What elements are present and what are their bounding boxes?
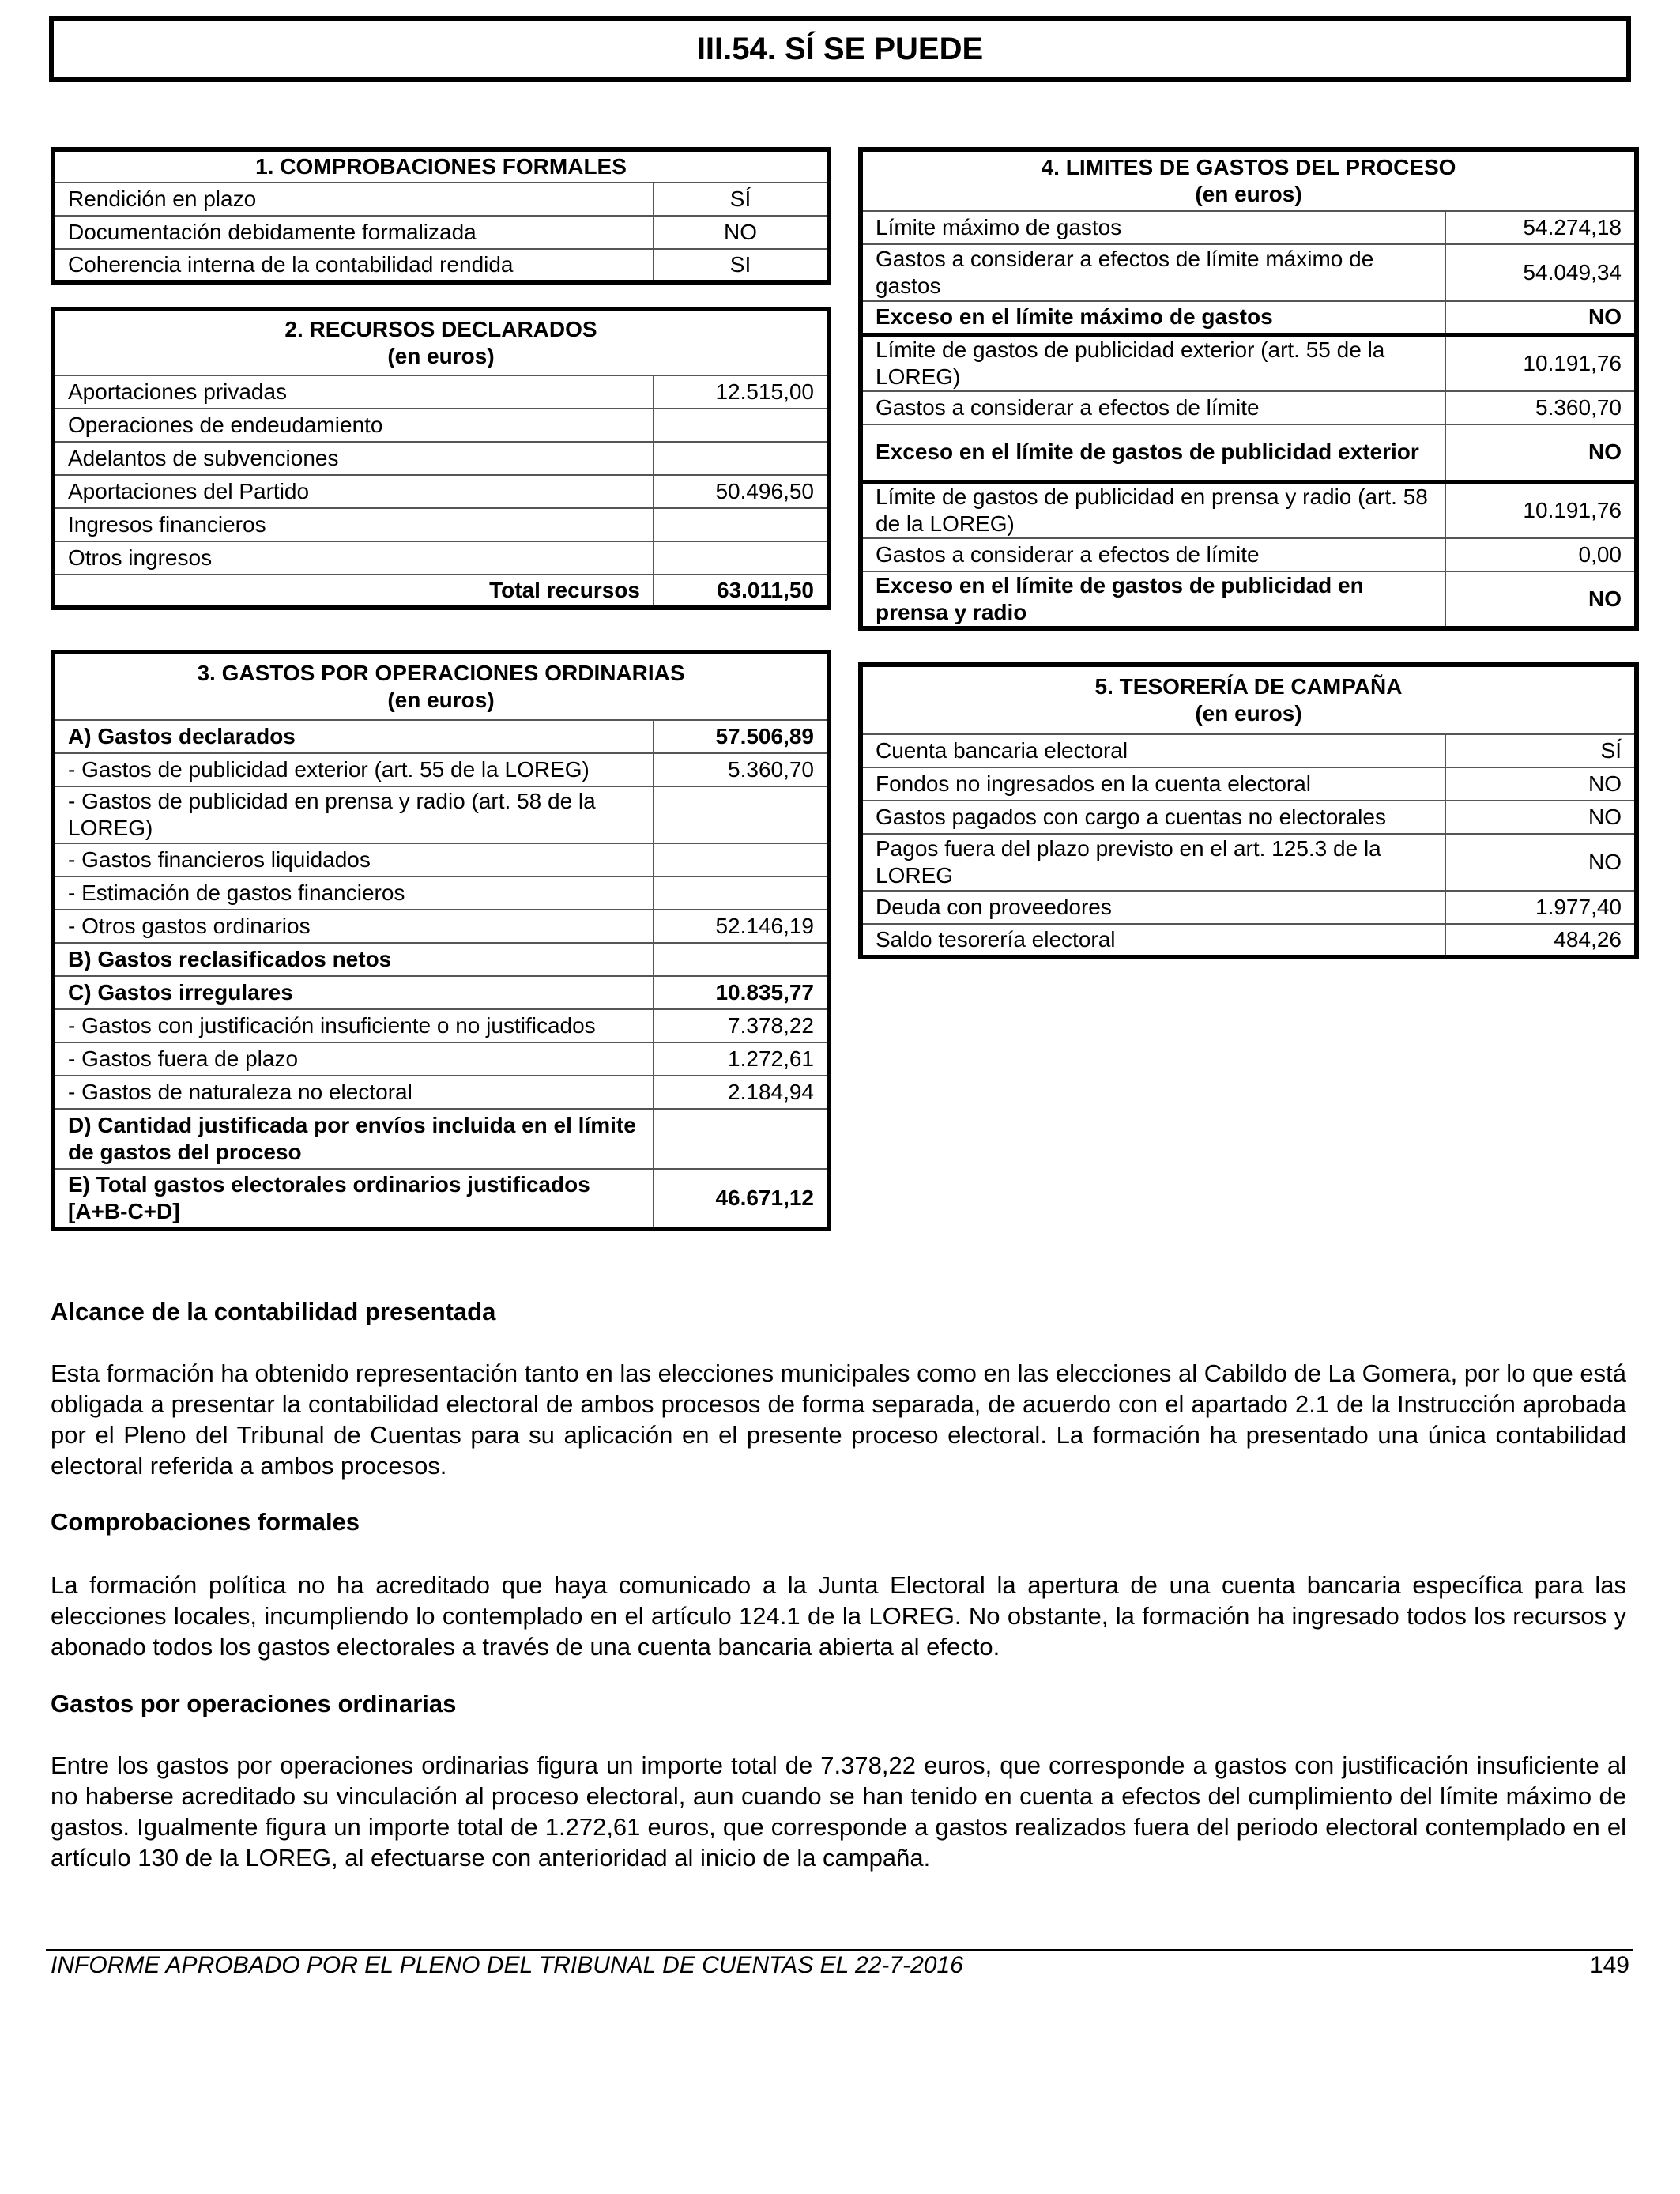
row-label: Documentación debidamente formalizada <box>53 216 654 249</box>
section-title: Comprobaciones formales <box>51 1508 360 1536</box>
row-label: E) Total gastos electorales ordinarios justificados [A+B-C+D] <box>53 1169 654 1229</box>
table-limites-gastos <box>858 147 1639 631</box>
table-subtitle: (en euros) <box>1195 701 1302 726</box>
row-value <box>654 943 829 976</box>
table-recursos-declarados <box>51 307 831 610</box>
row-label: Exceso en el límite máximo de gastos <box>861 301 1445 334</box>
row-label: D) Cantidad justificada por envíos incluida en el límite de gastos del proceso <box>53 1109 654 1169</box>
row-label: Coherencia interna de la contabilidad rendida <box>53 249 654 282</box>
row-label: Gastos a considerar a efectos de límite máximo de gastos <box>861 244 1445 301</box>
row-label: Aportaciones privadas <box>53 375 654 409</box>
table-title: 2. RECURSOS DECLARADOS <box>284 317 597 341</box>
row-value: SÍ <box>1445 734 1637 767</box>
row-value: 10.835,77 <box>654 976 829 1009</box>
row-value: 50.496,50 <box>654 475 829 508</box>
table-header <box>53 309 829 375</box>
row-value: 57.506,89 <box>654 720 829 753</box>
row-value: NO <box>1445 834 1637 891</box>
total-value: 63.011,50 <box>654 575 829 608</box>
row-label: Pagos fuera del plazo previsto en el art. 125.3 de la LOREG <box>861 834 1445 891</box>
row-value: SÍ <box>654 183 829 216</box>
table-subtitle: (en euros) <box>1195 182 1302 206</box>
total-label: Total recursos <box>53 575 654 608</box>
row-label: Otros ingresos <box>53 541 654 575</box>
row-label: A) Gastos declarados <box>53 720 654 753</box>
row-label: Saldo tesorería electoral <box>861 924 1445 957</box>
table-header: 1. COMPROBACIONES FORMALES <box>53 149 829 183</box>
row-label: - Gastos con justificación insuficiente o no justificados <box>53 1009 654 1042</box>
row-label: Gastos pagados con cargo a cuentas no electorales <box>861 801 1445 834</box>
row-value: NO <box>1445 571 1637 628</box>
row-value: NO <box>1445 301 1637 334</box>
row-label: B) Gastos reclasificados netos <box>53 943 654 976</box>
row-label: Gastos a considerar a efectos de límite <box>861 538 1445 571</box>
row-label: Deuda con proveedores <box>861 891 1445 924</box>
row-value: 5.360,70 <box>654 753 829 786</box>
row-value: 52.146,19 <box>654 910 829 943</box>
row-value: 10.191,76 <box>1445 481 1637 538</box>
row-label: Cuenta bancaria electoral <box>861 734 1445 767</box>
row-label: Límite máximo de gastos <box>861 211 1445 244</box>
row-label: - Gastos de publicidad en prensa y radio (art. 58 de la LOREG) <box>53 786 654 843</box>
row-value: NO <box>1445 767 1637 801</box>
row-value: NO <box>1445 424 1637 481</box>
row-label: C) Gastos irregulares <box>53 976 654 1009</box>
section-paragraph: Esta formación ha obtenido representación tanto en las elecciones municipales como en las elecciones al Cabildo de La Gomera, por lo que está obligada a presentar la contabilidad electoral de ambos procesos de forma separada, de acuerdo con el apartado 2.1 de la Instrucción aprobada por el Pleno del Tribunal de Cuentas para su aplicación en el presente proceso electoral. La formación ha presentado una única contabilidad electoral referida a ambos procesos. <box>51 1359 1626 1480</box>
row-value: NO <box>654 216 829 249</box>
table-subtitle: (en euros) <box>387 344 495 368</box>
footer-divider <box>46 1949 1633 1951</box>
table-title: 5. TESORERÍA DE CAMPAÑA <box>1094 674 1403 699</box>
row-value <box>654 1109 829 1169</box>
row-label: - Gastos de naturaleza no electoral <box>53 1076 654 1109</box>
row-label: Adelantos de subvenciones <box>53 442 654 475</box>
table-header <box>53 652 829 720</box>
row-label: Operaciones de endeudamiento <box>53 409 654 442</box>
table-subtitle: (en euros) <box>387 688 495 712</box>
row-value: 54.274,18 <box>1445 211 1637 244</box>
row-label: Ingresos financieros <box>53 508 654 541</box>
row-label: Gastos a considerar a efectos de límite <box>861 391 1445 424</box>
section-paragraph: La formación política no ha acreditado que haya comunicado a la Junta Electoral la apertura de una cuenta bancaria específica para las elecciones locales, incumpliendo lo contemplado en el artículo 124.1 de la LOREG. No obstante, la formación ha ingresado todos los recursos y abonado todos los gastos electorales a través de una cuenta bancaria abierta al efecto. <box>51 1571 1626 1661</box>
row-value: 484,26 <box>1445 924 1637 957</box>
row-value: 54.049,34 <box>1445 244 1637 301</box>
page-title: III.54. SÍ SE PUEDE <box>49 16 1631 82</box>
table-comprobaciones-formales <box>51 147 831 285</box>
section-title: Gastos por operaciones ordinarias <box>51 1690 457 1717</box>
row-value <box>654 843 829 876</box>
table-title: 3. GASTOS POR OPERACIONES ORDINARIAS <box>197 661 685 685</box>
row-label: Límite de gastos de publicidad en prensa y radio (art. 58 de la LOREG) <box>861 481 1445 538</box>
row-value: 7.378,22 <box>654 1009 829 1042</box>
footer-text: INFORME APROBADO POR EL PLENO DEL TRIBUNAL DE CUENTAS EL 22-7-2016 <box>51 1952 963 1978</box>
row-label: - Gastos financieros liquidados <box>53 843 654 876</box>
row-label: Límite de gastos de publicidad exterior (art. 55 de la LOREG) <box>861 334 1445 391</box>
row-label: - Estimación de gastos financieros <box>53 876 654 910</box>
table-gastos-ordinarios <box>51 650 831 1231</box>
row-label: - Otros gastos ordinarios <box>53 910 654 943</box>
row-label: Exceso en el límite de gastos de publicidad en prensa y radio <box>861 571 1445 628</box>
row-value <box>654 876 829 910</box>
row-label: - Gastos de publicidad exterior (art. 55 de la LOREG) <box>53 753 654 786</box>
row-value <box>654 508 829 541</box>
row-value <box>654 442 829 475</box>
row-value: 12.515,00 <box>654 375 829 409</box>
row-value: 10.191,76 <box>1445 334 1637 391</box>
row-label: Exceso en el límite de gastos de publicidad exterior <box>861 424 1445 481</box>
row-value: 2.184,94 <box>654 1076 829 1109</box>
row-label: Rendición en plazo <box>53 183 654 216</box>
row-value: NO <box>1445 801 1637 834</box>
row-label: Aportaciones del Partido <box>53 475 654 508</box>
table-header <box>861 149 1637 211</box>
table-tesoreria-campana <box>858 662 1639 959</box>
table-header <box>861 665 1637 734</box>
row-value <box>654 409 829 442</box>
row-value: SI <box>654 249 829 282</box>
row-label: Fondos no ingresados en la cuenta electoral <box>861 767 1445 801</box>
table-title: 4. LIMITES DE GASTOS DEL PROCESO <box>1041 155 1456 179</box>
row-label: - Gastos fuera de plazo <box>53 1042 654 1076</box>
page-number: 149 <box>1589 1952 1629 1978</box>
row-value: 0,00 <box>1445 538 1637 571</box>
row-value: 5.360,70 <box>1445 391 1637 424</box>
section-paragraph: Entre los gastos por operaciones ordinarias figura un importe total de 7.378,22 euros, que corresponde a gastos con justificación insuficiente al no haberse acreditado su vinculación al proceso electoral, aun cuando se han tenido en cuenta a efectos del cumplimiento del límite máximo de gastos. Igualmente figura un importe total de 1.272,61 euros, que corresponde a gastos realizados fuera del periodo electoral contemplado en el artículo 130 de la LOREG, al efectuarse con anterioridad al inicio de la campaña. <box>51 1751 1626 1872</box>
row-value <box>654 541 829 575</box>
row-value: 1.272,61 <box>654 1042 829 1076</box>
row-value: 46.671,12 <box>654 1169 829 1229</box>
row-value <box>654 786 829 843</box>
row-value: 1.977,40 <box>1445 891 1637 924</box>
section-title: Alcance de la contabilidad presentada <box>51 1298 496 1325</box>
